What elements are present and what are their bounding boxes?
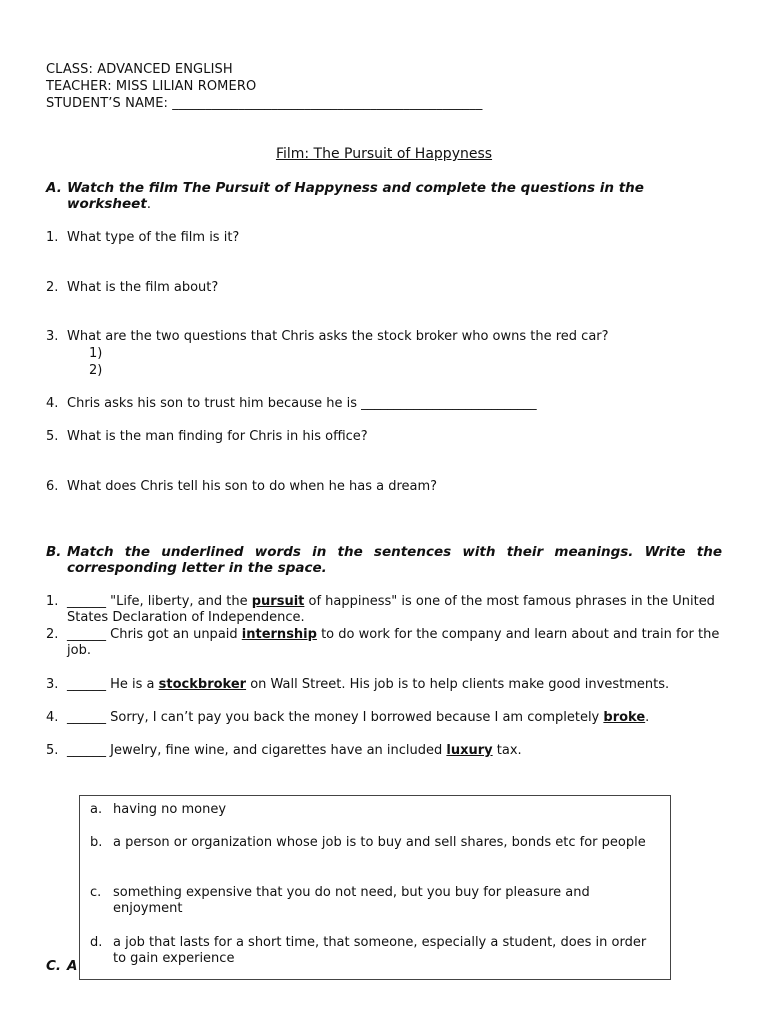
- sentence-post: to do work for the company and learn about and train for the job.: [67, 627, 720, 658]
- sentence-post: .: [645, 710, 650, 725]
- question-3: [46, 329, 722, 345]
- sentence-number: 2.: [46, 627, 59, 642]
- sentence-pre: ______ Chris got an unpaid: [67, 627, 242, 642]
- question-4: [46, 396, 722, 412]
- sentence-1: [46, 594, 722, 626]
- student-name-line: STUDENT’S NAME: _______________________________________________: [46, 96, 483, 111]
- question-2: [46, 280, 722, 296]
- section-a-label: A.: [46, 180, 62, 196]
- sentence-pre: ______ He is a: [67, 677, 159, 692]
- sentence-number: 5.: [46, 743, 59, 758]
- section-b-text: Match the underlined words in the sentences with their meanings. Write the corresponding letter in the space.: [67, 544, 722, 576]
- sentence-4: [46, 710, 722, 726]
- sentence-pre: ______ Sorry, I can’t pay you back the money I borrowed because I am completely: [67, 710, 604, 725]
- question-text: What is the man finding for Chris in his office?: [67, 429, 368, 444]
- definition-text: a person or organization whose job is to buy and sell shares, bonds etc for people: [113, 835, 646, 850]
- sentence-3: [46, 677, 722, 693]
- underlined-word: internship: [241, 627, 317, 642]
- definition-text: something expensive that you do not need, but you buy for pleasure and enjoyment: [113, 885, 590, 916]
- sentence-number: 1.: [46, 594, 59, 609]
- worksheet-title: Film: The Pursuit of Happyness: [275, 146, 493, 162]
- question-text: What is the film about?: [67, 280, 219, 295]
- sentence-number: 4.: [46, 710, 59, 725]
- sentence-post: on Wall Street. His job is to help clients make good investments.: [246, 677, 670, 692]
- question-6: [46, 479, 722, 495]
- class-line: CLASS: ADVANCED ENGLISH: [46, 62, 233, 77]
- question-number: 6.: [46, 479, 59, 494]
- question-text: What does Chris tell his son to do when he has a dream?: [67, 479, 438, 494]
- section-b-label: B.: [46, 544, 62, 560]
- teacher-line: TEACHER: MISS LILIAN ROMERO: [46, 79, 257, 94]
- sub-item-1: 1): [89, 346, 103, 361]
- definition-letter: d.: [90, 935, 103, 950]
- question-number: 4.: [46, 396, 59, 411]
- section-a-period: .: [146, 196, 152, 212]
- sentence-post: of happiness" is one of the most famous phrases in the United States Declaration of Independence.: [67, 594, 715, 625]
- question-text: What are the two questions that Chris asks the stock broker who owns the red car?: [67, 329, 609, 344]
- underlined-word: pursuit: [251, 594, 305, 609]
- sentence-pre: ______ "Life, liberty, and the: [67, 594, 252, 609]
- section-b-instruction: [46, 544, 722, 576]
- definition-letter: b.: [90, 835, 103, 850]
- sentence-2: [46, 627, 722, 659]
- definition-text: having no money: [113, 802, 227, 817]
- section-c-text: A: [67, 958, 78, 974]
- definition-d: [90, 935, 650, 967]
- underlined-word: luxury: [446, 743, 493, 758]
- sentence-pre: ______ Jewelry, fine wine, and cigarettes have an included: [67, 743, 447, 758]
- question-text: Chris asks his son to trust him because he is ___________________________: [67, 396, 537, 411]
- definitions-box: [79, 795, 671, 980]
- question-5: [46, 429, 722, 445]
- sentence-5: [46, 743, 722, 759]
- section-c-label: C.: [46, 958, 62, 974]
- section-a-text: Watch the film The Pursuit of Happyness and complete the questions in the worksheet: [67, 180, 644, 212]
- definition-letter: c.: [90, 885, 102, 900]
- definition-c: [90, 885, 650, 917]
- sentence-number: 3.: [46, 677, 59, 692]
- question-number: 5.: [46, 429, 59, 444]
- question-number: 1.: [46, 230, 59, 245]
- sentence-post: tax.: [492, 743, 522, 758]
- sub-item-2: 2): [89, 363, 103, 378]
- definition-b: [90, 835, 650, 851]
- definition-text: a job that lasts for a short time, that someone, especially a student, does in order to gain experience: [113, 935, 647, 966]
- question-number: 2.: [46, 280, 59, 295]
- question-text: What type of the film is it?: [67, 230, 240, 245]
- definition-letter: a.: [90, 802, 103, 817]
- question-1: [46, 230, 722, 246]
- underlined-word: broke: [603, 710, 646, 725]
- question-number: 3.: [46, 329, 59, 344]
- underlined-word: stockbroker: [158, 677, 247, 692]
- section-a-instruction: [46, 180, 722, 212]
- definition-a: [90, 802, 650, 818]
